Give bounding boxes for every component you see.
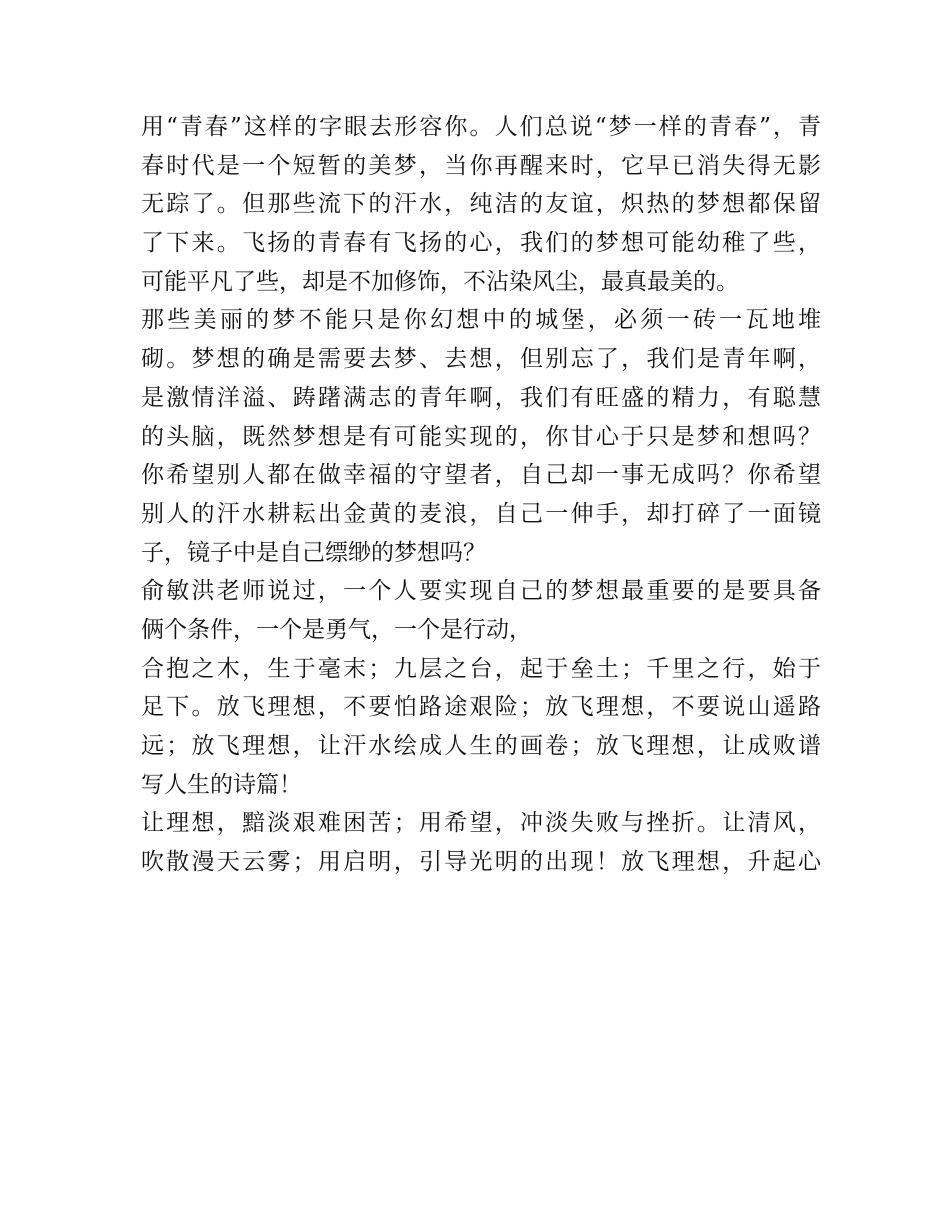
text-line: 用“青春”这样的字眼去形容你。人们总说“梦一样的青春”，青 — [141, 114, 821, 140]
text-line: 远；放飞理想，让汗水绘成人生的画卷；放飞理想，让成败谱 — [141, 733, 821, 759]
text-line: 的头脑，既然梦想是有可能实现的，你甘心于只是梦和想吗？ — [141, 423, 821, 450]
text-line: 砌。梦想的确是需要去梦、去想，但别忘了，我们是青年啊， — [141, 346, 821, 373]
text-line: 了下来。飞扬的青春有飞扬的心，我们的梦想可能幼稚了些， — [141, 230, 821, 257]
text-line: 可能平凡了些，却是不加修饰，不沾染风尘，最真最美的。 — [141, 268, 739, 295]
text-line: 无踪了。但那些流下的汗水，纯洁的友谊，炽热的梦想都保留 — [141, 191, 821, 218]
text-line: 俞敏洪老师说过，一个人要实现自己的梦想最重要的是要具备 — [141, 578, 821, 605]
text-line: 那些美丽的梦不能只是你幻想中的城堡，必须一砖一瓦地堆 — [141, 307, 821, 334]
text-line: 让理想，黯淡艰难困苦；用希望，冲淡失败与挫折。让清风， — [141, 810, 821, 837]
text-line: 是激情洋溢、踌躇满志的青年啊，我们有旺盛的精力，有聪慧 — [141, 384, 821, 411]
text-line: 俩个条件，一个是勇气，一个是行动， — [141, 616, 532, 643]
text-line: 春时代是一个短暂的美梦，当你再醒来时，它早已消失得无影 — [141, 152, 821, 179]
text-line: 足下。放飞理想，不要怕路途艰险；放飞理想，不要说山遥路 — [141, 694, 821, 721]
document-body — [141, 108, 821, 882]
text-line: 合抱之木，生于毫末；九层之台，起于垒土；千里之行，始于 — [141, 655, 821, 682]
text-line: 子，镜子中是自己缥缈的梦想吗？ — [141, 539, 486, 566]
text-line: 别人的汗水耕耘出金黄的麦浪，自己一伸手，却打碎了一面镜 — [141, 500, 821, 527]
text-line: 吹散漫天云雾；用启明，引导光明的出现！放飞理想，升起心 — [141, 849, 821, 876]
text-line: 你希望别人都在做幸福的守望者，自己却一事无成吗？你希望 — [141, 462, 821, 489]
text-line: 写人生的诗篇！ — [141, 771, 302, 798]
